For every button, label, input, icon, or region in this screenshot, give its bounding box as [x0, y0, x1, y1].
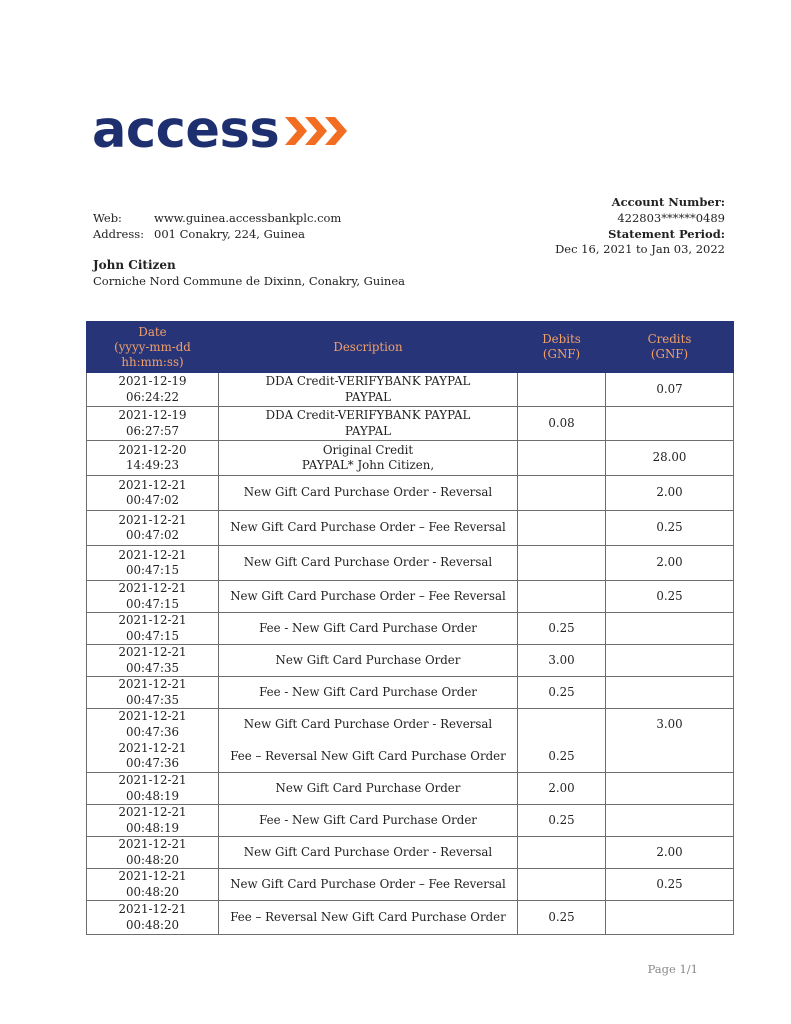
description-cell: Fee – Reversal New Gift Card Purchase Order: [219, 741, 518, 773]
debit-cell: 0.25: [518, 901, 606, 935]
date-cell: [87, 613, 219, 645]
table-row: [87, 581, 734, 613]
date-cell: [87, 805, 219, 837]
table-row: [87, 441, 734, 476]
time-value: 00:47:15: [126, 596, 179, 611]
date-header-line: (yyyy-mm-dd: [114, 339, 191, 354]
date-cell: [87, 581, 219, 613]
date-value: 2021-12-21: [118, 740, 187, 755]
description-cell: New Gift Card Purchase Order – Fee Reversal: [219, 869, 518, 901]
logo-wordmark: access: [92, 101, 280, 160]
table-row: [87, 546, 734, 581]
table-row: [87, 869, 734, 901]
access-bank-logo: [92, 101, 353, 160]
time-value: 06:27:57: [126, 423, 179, 438]
description-cell: New Gift Card Purchase Order: [219, 645, 518, 677]
date-value: 2021-12-21: [118, 869, 187, 883]
description-cell: Fee - New Gift Card Purchase Order: [219, 613, 518, 645]
date-cell: [87, 709, 219, 741]
table-row: [87, 837, 734, 869]
description-cell: Fee - New Gift Card Purchase Order: [219, 677, 518, 709]
debits-header-line: (GNF): [542, 347, 581, 361]
date-value: 2021-12-19: [118, 408, 187, 422]
table-row: [87, 677, 734, 709]
date-value: 2021-12-21: [118, 547, 187, 562]
table-row: [87, 741, 734, 773]
date-value: 2021-12-21: [118, 613, 187, 627]
date-value: 2021-12-21: [118, 902, 187, 916]
table-row: [87, 373, 734, 407]
date-cell: [87, 837, 219, 869]
date-cell: [87, 407, 219, 441]
date-value: 2021-12-21: [118, 773, 187, 787]
debit-cell: 0.25: [518, 677, 606, 709]
time-value: 00:48:20: [126, 852, 179, 867]
date-cell: [87, 373, 219, 407]
page-number: Page 1/1: [647, 962, 698, 976]
time-value: 00:47:35: [126, 692, 179, 707]
credits-header-line: Credits: [647, 332, 692, 346]
table-row: [87, 901, 734, 935]
credit-cell: [606, 805, 734, 837]
debit-cell: [518, 373, 606, 407]
debit-cell: [518, 837, 606, 869]
date-value: 2021-12-21: [118, 581, 187, 595]
description-cell: [219, 373, 518, 407]
date-value: 2021-12-21: [118, 837, 187, 851]
description-cell: New Gift Card Purchase Order - Reversal: [219, 709, 518, 741]
time-value: 00:47:02: [126, 493, 179, 507]
description-cell: [219, 441, 518, 476]
date-value: 2021-12-21: [118, 645, 187, 659]
date-cell: [87, 677, 219, 709]
description-column-header: Description: [219, 322, 518, 373]
table-row: [87, 511, 734, 546]
description-cell: Fee – Reversal New Gift Card Purchase Order: [219, 901, 518, 935]
description-cell: New Gift Card Purchase Order: [219, 773, 518, 805]
chevron-arrows-icon: [283, 111, 353, 151]
date-value: 2021-12-21: [118, 805, 187, 819]
date-cell: [87, 441, 219, 476]
date-value: 2021-12-21: [118, 477, 187, 492]
date-cell: [87, 476, 219, 511]
time-value: 00:47:15: [126, 628, 179, 643]
date-value: 2021-12-19: [118, 374, 187, 388]
credit-cell: [606, 901, 734, 935]
credit-cell: [606, 407, 734, 441]
table-row: [87, 645, 734, 677]
credit-cell: 28.00: [606, 441, 734, 476]
table-row: [87, 773, 734, 805]
time-value: 00:48:20: [126, 917, 179, 932]
description-cell: New Gift Card Purchase Order - Reversal: [219, 546, 518, 581]
table-row: [87, 613, 734, 645]
credit-cell: [606, 773, 734, 805]
date-cell: [87, 901, 219, 935]
date-value: 2021-12-21: [118, 512, 187, 527]
description-line: PAYPAL: [345, 389, 391, 404]
time-value: 00:47:36: [126, 724, 179, 739]
description-line: PAYPAL* John Citizen,: [301, 458, 435, 472]
date-header-line: Date: [138, 324, 167, 339]
account-number-label: Account Number:: [611, 195, 725, 209]
debit-cell: 0.25: [518, 613, 606, 645]
customer-info: [93, 257, 405, 289]
credit-cell: 2.00: [606, 476, 734, 511]
credit-cell: 3.00: [606, 709, 734, 741]
address-label: Address:: [93, 227, 145, 241]
credit-cell: 0.25: [606, 581, 734, 613]
time-value: 14:49:23: [126, 458, 179, 472]
debit-cell: [518, 546, 606, 581]
time-value: 00:48:20: [126, 884, 179, 899]
credit-cell: 0.25: [606, 869, 734, 901]
account-number-value: 422803******0489: [617, 210, 725, 225]
description-cell: Fee - New Gift Card Purchase Order: [219, 805, 518, 837]
description-cell: New Gift Card Purchase Order - Reversal: [219, 476, 518, 511]
web-value: www.guinea.accessbankplc.com: [154, 211, 342, 225]
time-value: 00:48:19: [126, 788, 179, 803]
debits-column-header: [518, 322, 606, 373]
credit-cell: 0.07: [606, 373, 734, 407]
debits-header-line: Debits: [542, 332, 581, 346]
date-value: 2021-12-20: [118, 442, 187, 457]
description-line: PAYPAL: [345, 423, 391, 438]
web-label: Web:: [93, 211, 122, 225]
debit-cell: 0.08: [518, 407, 606, 441]
description-cell: New Gift Card Purchase Order – Fee Reversal: [219, 581, 518, 613]
description-cell: [219, 407, 518, 441]
debit-cell: 3.00: [518, 645, 606, 677]
statement-period-value: Dec 16, 2021 to Jan 03, 2022: [555, 242, 725, 257]
debit-cell: 0.25: [518, 805, 606, 837]
table-row: [87, 407, 734, 441]
date-cell: [87, 773, 219, 805]
debit-cell: [518, 511, 606, 546]
description-line: DDA Credit-VERIFYBANK PAYPAL: [265, 408, 471, 422]
statement-period-label: Statement Period:: [608, 226, 725, 241]
date-cell: [87, 741, 219, 773]
time-value: 06:24:22: [126, 389, 179, 404]
table-header-row: [87, 322, 734, 373]
address-row: [93, 226, 341, 242]
description-line: DDA Credit-VERIFYBANK PAYPAL: [265, 374, 471, 388]
bank-contact-info: [93, 210, 341, 242]
credits-column-header: [606, 322, 734, 373]
customer-address: Corniche Nord Commune de Dixinn, Conakry, Guinea: [93, 274, 405, 288]
description-line: Original Credit: [322, 442, 414, 457]
table-row: [87, 709, 734, 741]
table-row: [87, 805, 734, 837]
table-row: [87, 476, 734, 511]
date-cell: [87, 869, 219, 901]
debit-cell: [518, 869, 606, 901]
date-value: 2021-12-21: [118, 677, 187, 691]
time-value: 00:48:19: [126, 820, 179, 835]
credit-cell: [606, 645, 734, 677]
date-header-line: hh:mm:ss): [121, 354, 184, 369]
customer-name: John Citizen: [93, 258, 176, 272]
date-cell: [87, 511, 219, 546]
description-cell: New Gift Card Purchase Order - Reversal: [219, 837, 518, 869]
debit-cell: [518, 709, 606, 741]
credits-header-line: (GNF): [650, 347, 689, 361]
time-value: 00:47:35: [126, 660, 179, 675]
description-cell: New Gift Card Purchase Order – Fee Reversal: [219, 511, 518, 546]
debit-cell: 0.25: [518, 741, 606, 773]
date-value: 2021-12-21: [118, 709, 187, 724]
credit-cell: 0.25: [606, 511, 734, 546]
debit-cell: [518, 581, 606, 613]
debit-cell: [518, 441, 606, 476]
credit-cell: [606, 677, 734, 709]
web-row: [93, 210, 341, 226]
account-info: [555, 195, 725, 258]
debit-cell: [518, 476, 606, 511]
date-cell: [87, 546, 219, 581]
date-cell: [87, 645, 219, 677]
credit-cell: [606, 613, 734, 645]
transactions-table: [86, 321, 734, 935]
time-value: 00:47:36: [126, 756, 179, 771]
time-value: 00:47:15: [126, 563, 179, 577]
credit-cell: 2.00: [606, 546, 734, 581]
date-column-header: [87, 322, 219, 373]
credit-cell: 2.00: [606, 837, 734, 869]
debit-cell: 2.00: [518, 773, 606, 805]
address-value: 001 Conakry, 224, Guinea: [154, 227, 305, 241]
time-value: 00:47:02: [126, 528, 179, 542]
credit-cell: [606, 741, 734, 773]
